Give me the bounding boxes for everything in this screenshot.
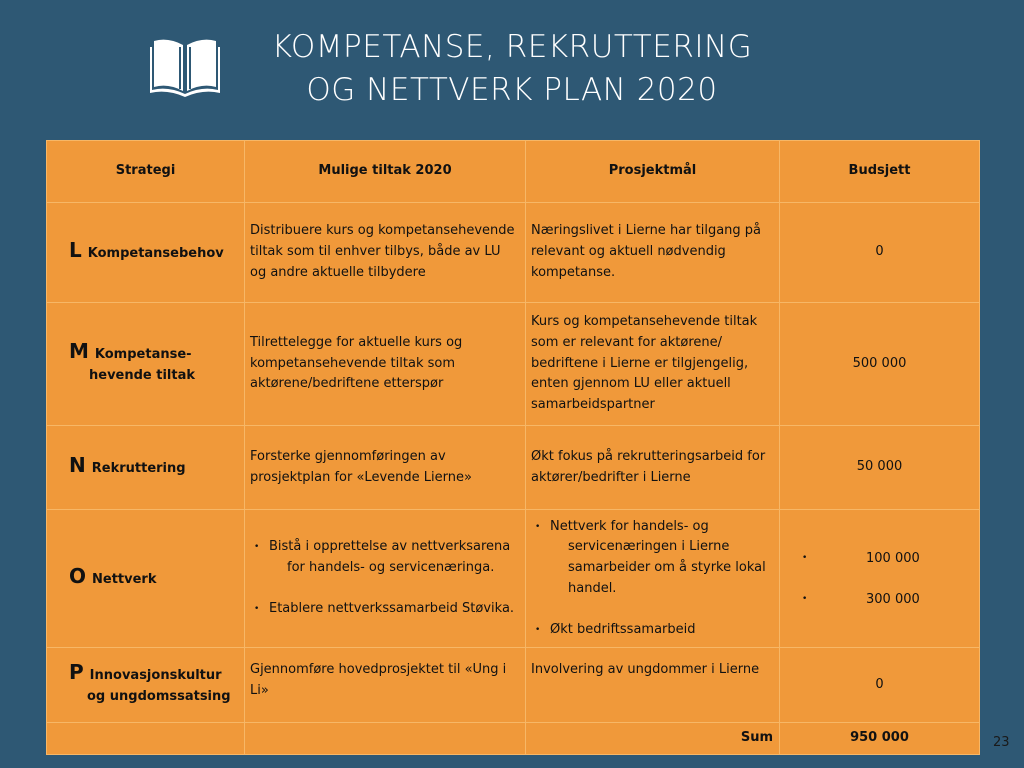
strategy-name: Rekruttering: [91, 461, 186, 477]
prosjektmal-cell: [526, 510, 780, 648]
tiltak-cell: Forsterke gjennomføringen av prosjektplan for «Levende Lierne»: [245, 426, 526, 510]
strategy-letter: N: [69, 453, 86, 478]
strategy-name: Kompetanse-: [94, 347, 192, 363]
list-item: • Økt bedriftssamarbeid: [531, 620, 773, 641]
header-prosjektmal: Prosjektmål: [526, 141, 780, 203]
title-line-2: OG NETTVERK PLAN 2020: [306, 72, 718, 108]
budsjett-cell: 500 000: [780, 303, 980, 426]
strategy-name: Nettverk: [92, 572, 157, 588]
tiltak-cell: [245, 510, 526, 648]
strategy-name-cont: og ungdomssatsing: [87, 689, 231, 704]
budget-amount: 100 000: [866, 550, 920, 566]
strategy-name: Innovasjonskultur: [89, 668, 222, 684]
sum-label: Sum: [526, 723, 780, 755]
tiltak-cell: Distribuere kurs og kompetansehevende tiltak som til enhver tilbys, både av LU og andre aktuelle tilbydere: [245, 203, 526, 303]
table-row-l: [47, 203, 980, 303]
budget-item: [780, 579, 979, 620]
budsjett-cell: 0: [780, 203, 980, 303]
table-row-n: [47, 426, 980, 510]
budsjett-cell: 50 000: [780, 426, 980, 510]
header-budsjett: Budsjett: [780, 141, 980, 203]
strategy-letter: L: [69, 238, 82, 263]
strategy-letter: M: [69, 339, 89, 364]
prosjektmal-cell: Involvering av ungdommer i Lierne: [526, 648, 780, 723]
strategy-letter: O: [69, 564, 87, 589]
strategy-cell: [47, 426, 245, 510]
sum-value: 950 000: [780, 723, 980, 755]
page-title: [230, 26, 794, 112]
header-tiltak: Mulige tiltak 2020: [245, 141, 526, 203]
prosjektmal-cell: Kurs og kompetansehevende tiltak som er relevant for aktørene/ bedriftene i Lierne er tilgjengelig, enten gjennom LU eller aktuell samarbeidspartner: [526, 303, 780, 426]
header-strategi: Strategi: [47, 141, 245, 203]
empty-cell: [245, 723, 526, 755]
list-item: • Nettverk for handels- og servicenæringen i Lierne samarbeider om å styrke lokal handel.: [531, 517, 773, 600]
bullet-icon: •: [802, 593, 808, 604]
strategy-cell: [47, 303, 245, 426]
table-header-row: [47, 141, 980, 203]
strategy-letter: P: [69, 660, 84, 685]
tiltak-cell: Gjennomføre hovedprosjektet til «Ung i Li»: [245, 648, 526, 723]
budget-item: [780, 538, 979, 579]
strategy-name: Kompetansebehov: [87, 246, 224, 262]
empty-cell: [47, 723, 245, 755]
table-row-o: [47, 510, 980, 648]
list-item: • Etablere nettverkssamarbeid Støvika.: [250, 599, 519, 620]
budsjett-cell: [780, 510, 980, 648]
list-item: • Bistå i opprettelse av nettverksarena for handels- og servicenæringa.: [250, 537, 519, 578]
strategy-cell: [47, 203, 245, 303]
sum-row: [47, 723, 980, 755]
tiltak-cell: Tilrettelegge for aktuelle kurs og kompetansehevende tiltak som aktørene/bedriftene etterspør: [245, 303, 526, 426]
prosjektmal-cell: Økt fokus på rekrutteringsarbeid for aktører/bedrifter i Lierne: [526, 426, 780, 510]
prosjektmal-cell: Næringslivet i Lierne har tilgang på relevant og aktuell nødvendig kompetanse.: [526, 203, 780, 303]
plan-table: [46, 140, 980, 755]
strategy-cell: [47, 510, 245, 648]
budget-amount: 300 000: [866, 591, 920, 607]
page-number: 23: [993, 735, 1010, 750]
open-book-icon: [150, 33, 220, 97]
budsjett-cell: 0: [780, 648, 980, 723]
strategy-cell: [47, 648, 245, 723]
title-line-1: KOMPETANSE, REKRUTTERING: [271, 29, 753, 65]
strategy-name-cont: hevende tiltak: [89, 368, 196, 383]
bullet-icon: •: [802, 552, 808, 563]
table-row-p: [47, 648, 980, 723]
table-row-m: [47, 303, 980, 426]
